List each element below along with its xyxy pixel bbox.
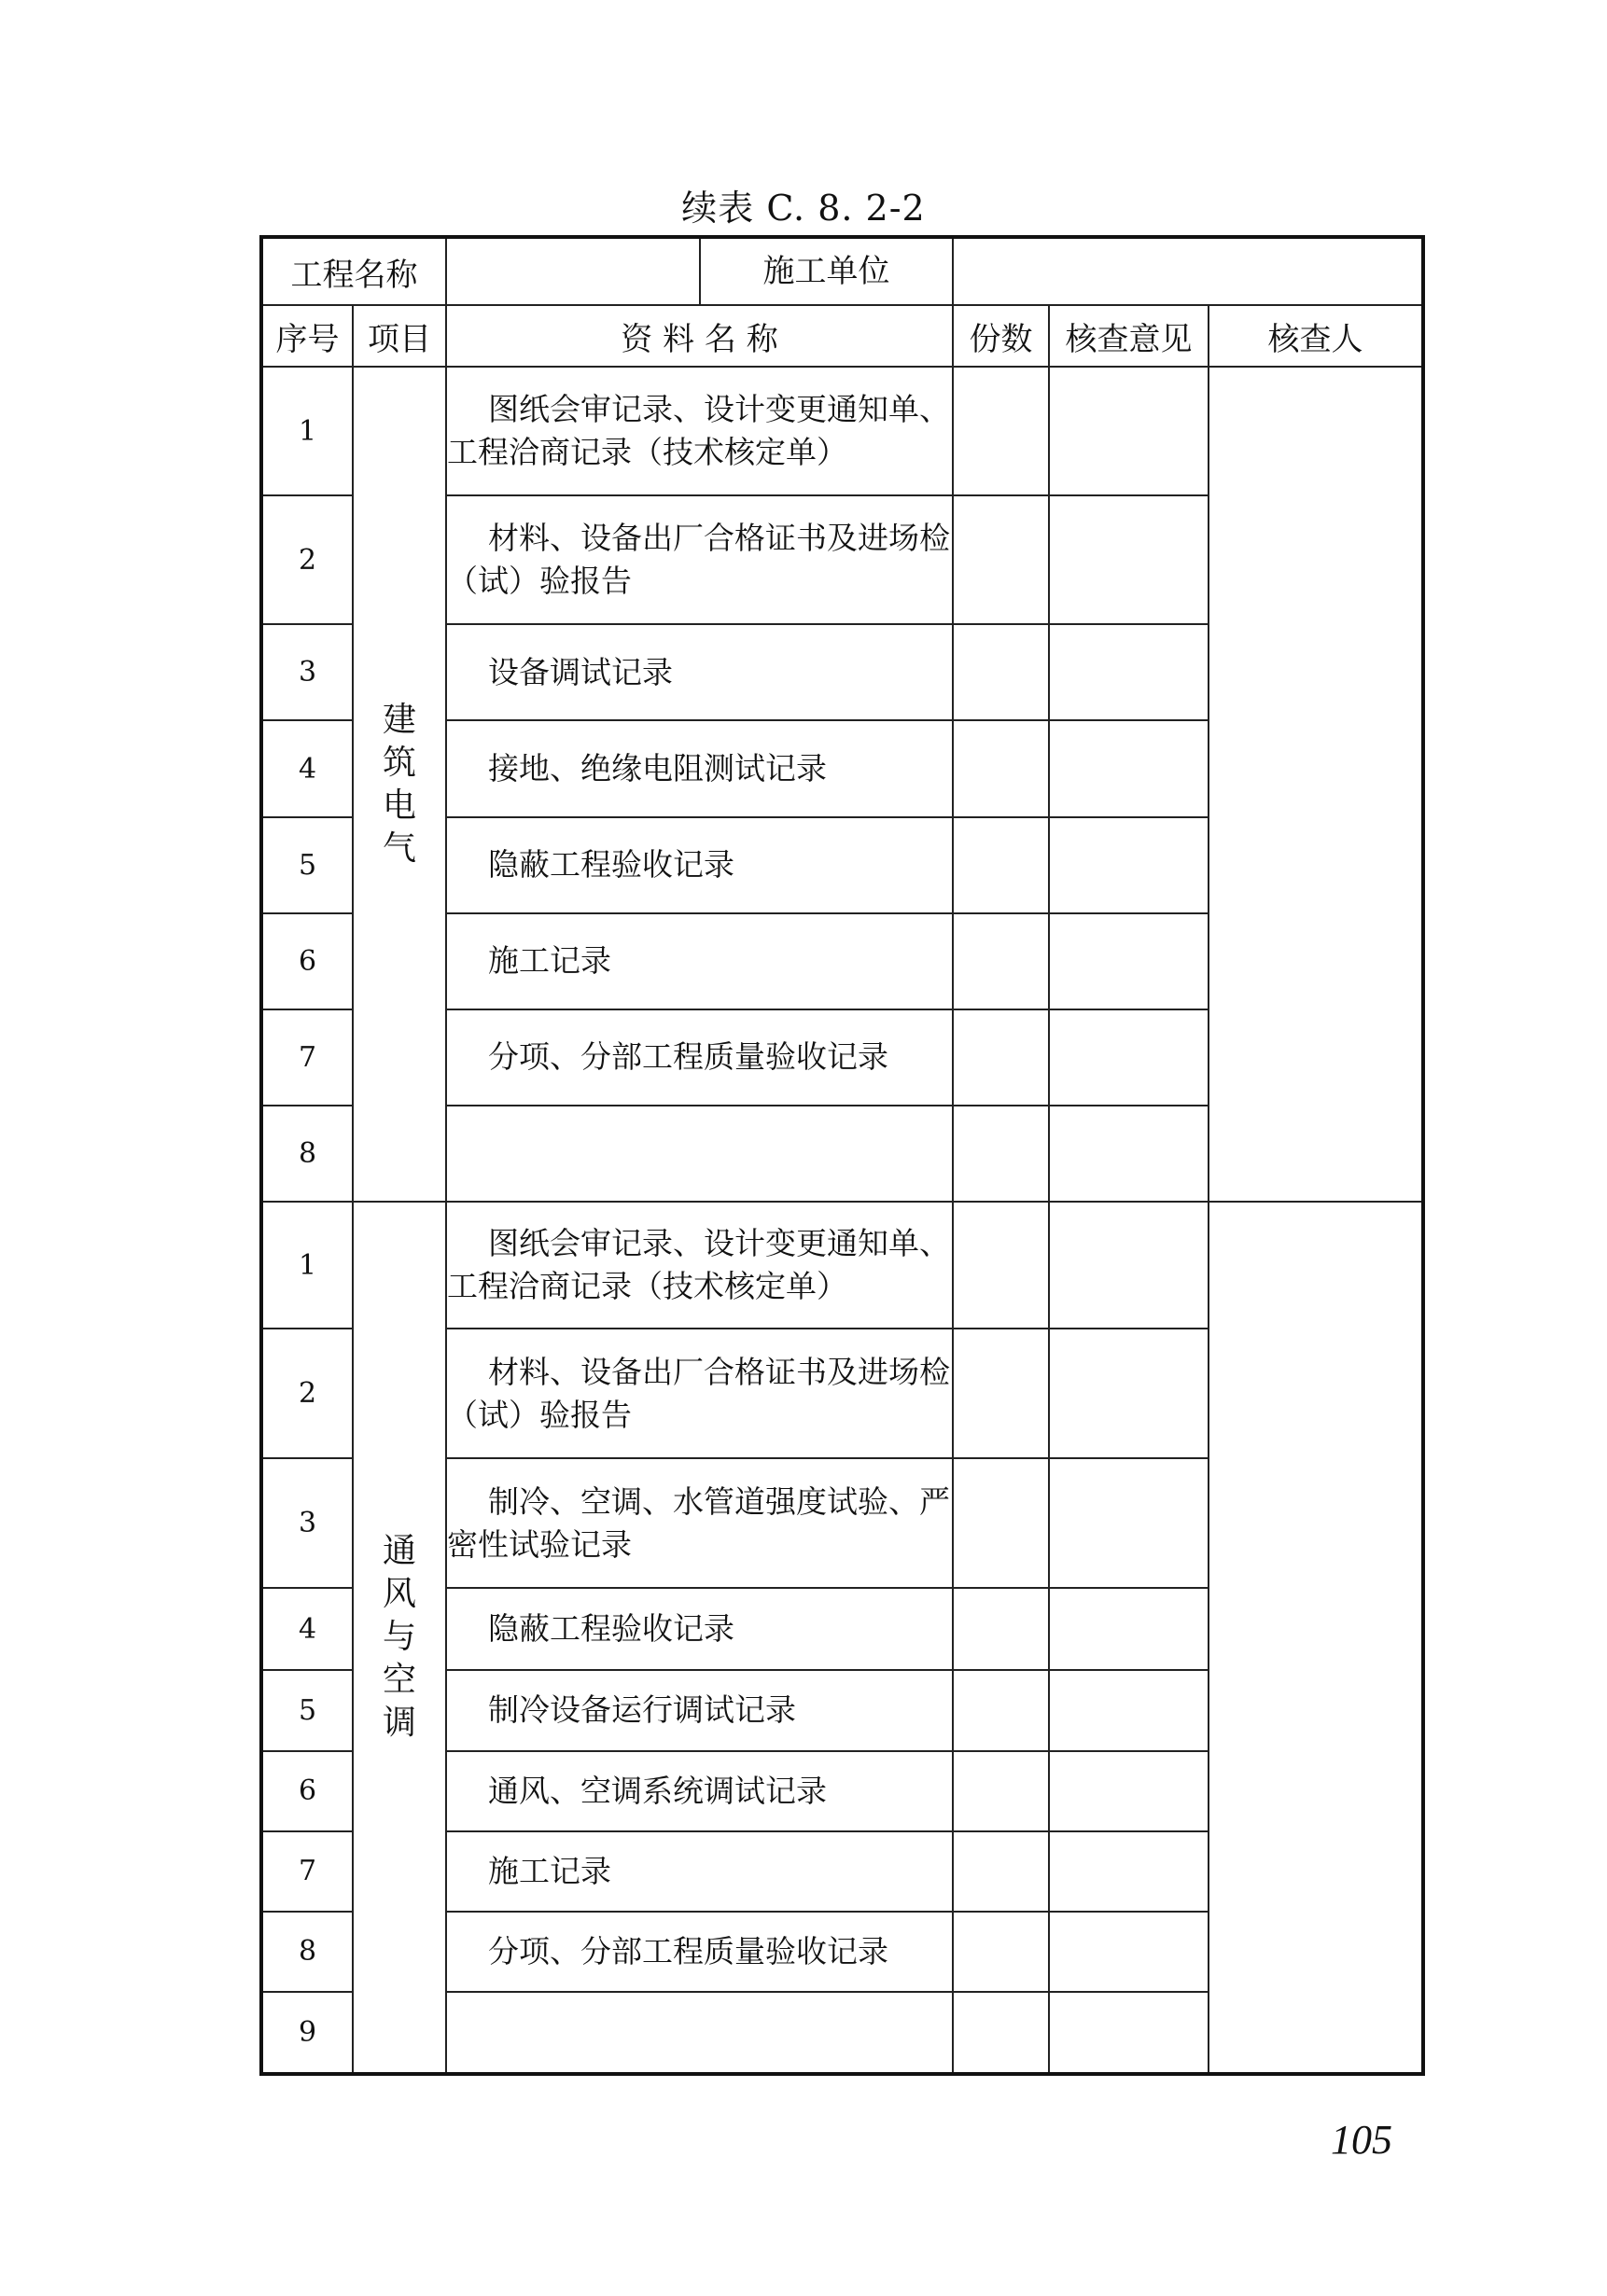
copies-cell	[953, 1831, 1049, 1912]
row-number: 8	[261, 1106, 353, 1202]
copies-cell	[953, 913, 1049, 1009]
header-row-project	[261, 237, 1423, 305]
opinion-cell	[1049, 1751, 1209, 1831]
document-name	[446, 1106, 953, 1202]
document-name	[446, 1329, 953, 1458]
category-cell	[353, 1202, 446, 2074]
document-name	[446, 1992, 953, 2074]
document-name	[446, 1670, 953, 1750]
document-name-text: 制冷、空调、水管道强度试验、严密性试验记录	[447, 1482, 950, 1563]
row-number: 3	[261, 624, 353, 720]
category-char: 建	[382, 700, 416, 739]
col-header-copies: 份数	[953, 305, 1049, 367]
row-number: 6	[261, 913, 353, 1009]
row-number: 8	[261, 1912, 353, 1992]
document-name	[446, 817, 953, 913]
copies-cell	[953, 624, 1049, 720]
copies-cell	[953, 495, 1049, 624]
document-name-text: 制冷设备运行调试记录	[488, 1691, 796, 1729]
document-check-table	[259, 235, 1425, 2076]
document-name	[446, 1458, 953, 1588]
copies-cell	[953, 1751, 1049, 1831]
opinion-cell	[1049, 1202, 1209, 1329]
document-name-text: 材料、设备出厂合格证书及进场检（试）验报告	[447, 1353, 950, 1433]
opinion-cell	[1049, 1458, 1209, 1588]
copies-cell	[953, 1670, 1049, 1750]
category-char: 气	[382, 828, 416, 868]
document-name	[446, 1202, 953, 1329]
opinion-cell	[1049, 1009, 1209, 1106]
opinion-cell	[1049, 817, 1209, 913]
document-name	[446, 1912, 953, 1992]
row-number: 7	[261, 1009, 353, 1106]
construction-unit-value	[953, 237, 1423, 305]
col-header-doc-name: 资 料 名 称	[446, 305, 953, 367]
copies-cell	[953, 1009, 1049, 1106]
opinion-cell	[1049, 720, 1209, 816]
opinion-cell	[1049, 913, 1209, 1009]
category-char: 通	[382, 1531, 416, 1570]
document-name-text: 设备调试记录	[488, 653, 673, 690]
row-number: 4	[261, 1588, 353, 1670]
document-name	[446, 624, 953, 720]
col-header-opinion: 核查意见	[1049, 305, 1209, 367]
opinion-cell	[1049, 624, 1209, 720]
row-number: 5	[261, 817, 353, 913]
opinion-cell	[1049, 1912, 1209, 1992]
row-number: 7	[261, 1831, 353, 1912]
category-char: 空	[382, 1660, 416, 1699]
opinion-cell	[1049, 1329, 1209, 1458]
opinion-cell	[1049, 367, 1209, 495]
col-header-checker: 核查人	[1209, 305, 1423, 367]
document-name-text: 通风、空调系统调试记录	[488, 1772, 827, 1809]
document-name	[446, 1751, 953, 1831]
row-number: 4	[261, 720, 353, 816]
document-name-text: 图纸会审记录、设计变更通知单、工程洽商记录（技术核定单）	[447, 1225, 950, 1304]
document-name-text: 接地、绝缘电阻测试记录	[488, 750, 827, 787]
construction-unit-label: 施工单位	[762, 253, 890, 290]
column-header-row	[261, 305, 1423, 367]
project-name-label: 工程名称	[261, 237, 446, 305]
document-name-text: 施工记录	[488, 942, 611, 980]
copies-cell	[953, 817, 1049, 913]
page-number: 105	[1331, 2117, 1392, 2163]
col-header-seq: 序号	[261, 305, 353, 367]
table-title: 续表 C. 8. 2-2	[681, 188, 926, 229]
category-char: 风	[382, 1574, 416, 1613]
opinion-cell	[1049, 1106, 1209, 1202]
opinion-cell	[1049, 1831, 1209, 1912]
project-name-value	[447, 239, 701, 304]
category-char: 电	[382, 786, 416, 825]
document-name	[446, 495, 953, 624]
row-number: 9	[261, 1992, 353, 2074]
row-number: 1	[261, 1202, 353, 1329]
row-number: 5	[261, 1670, 353, 1750]
table-row	[261, 367, 1423, 495]
document-name-text: 分项、分部工程质量验收记录	[488, 1038, 888, 1076]
copies-cell	[953, 1202, 1049, 1329]
category-char: 筑	[382, 743, 416, 782]
document-name	[446, 913, 953, 1009]
checker-cell	[1209, 1202, 1423, 2074]
category-char: 与	[382, 1617, 416, 1656]
opinion-cell	[1049, 1992, 1209, 2074]
document-name	[446, 1831, 953, 1912]
copies-cell	[953, 1588, 1049, 1670]
copies-cell	[953, 1992, 1049, 2074]
document-name-text: 分项、分部工程质量验收记录	[488, 1932, 888, 1969]
row-number: 6	[261, 1751, 353, 1831]
row-number: 2	[261, 1329, 353, 1458]
copies-cell	[953, 367, 1049, 495]
row-number: 2	[261, 495, 353, 624]
copies-cell	[953, 1912, 1049, 1992]
document-name	[446, 367, 953, 495]
copies-cell	[953, 1458, 1049, 1588]
copies-cell	[953, 720, 1049, 816]
col-header-item: 项目	[353, 305, 446, 367]
row-number: 1	[261, 367, 353, 495]
document-name-text: 隐蔽工程验收记录	[488, 846, 734, 884]
document-name-text: 材料、设备出厂合格证书及进场检（试）验报告	[447, 520, 950, 600]
category-cell	[353, 367, 446, 1202]
document-name	[446, 720, 953, 816]
document-name-text: 图纸会审记录、设计变更通知单、工程洽商记录（技术核定单）	[447, 391, 950, 471]
opinion-cell	[1049, 1588, 1209, 1670]
document-name	[446, 1588, 953, 1670]
table-row	[261, 1202, 1423, 1329]
category-char: 调	[382, 1703, 416, 1742]
row-number: 3	[261, 1458, 353, 1588]
document-name-text: 施工记录	[488, 1852, 611, 1889]
document-name-text: 隐蔽工程验收记录	[488, 1610, 734, 1648]
document-name	[446, 1009, 953, 1106]
opinion-cell	[1049, 495, 1209, 624]
opinion-cell	[1049, 1670, 1209, 1750]
copies-cell	[953, 1329, 1049, 1458]
checker-cell	[1209, 367, 1423, 1202]
copies-cell	[953, 1106, 1049, 1202]
